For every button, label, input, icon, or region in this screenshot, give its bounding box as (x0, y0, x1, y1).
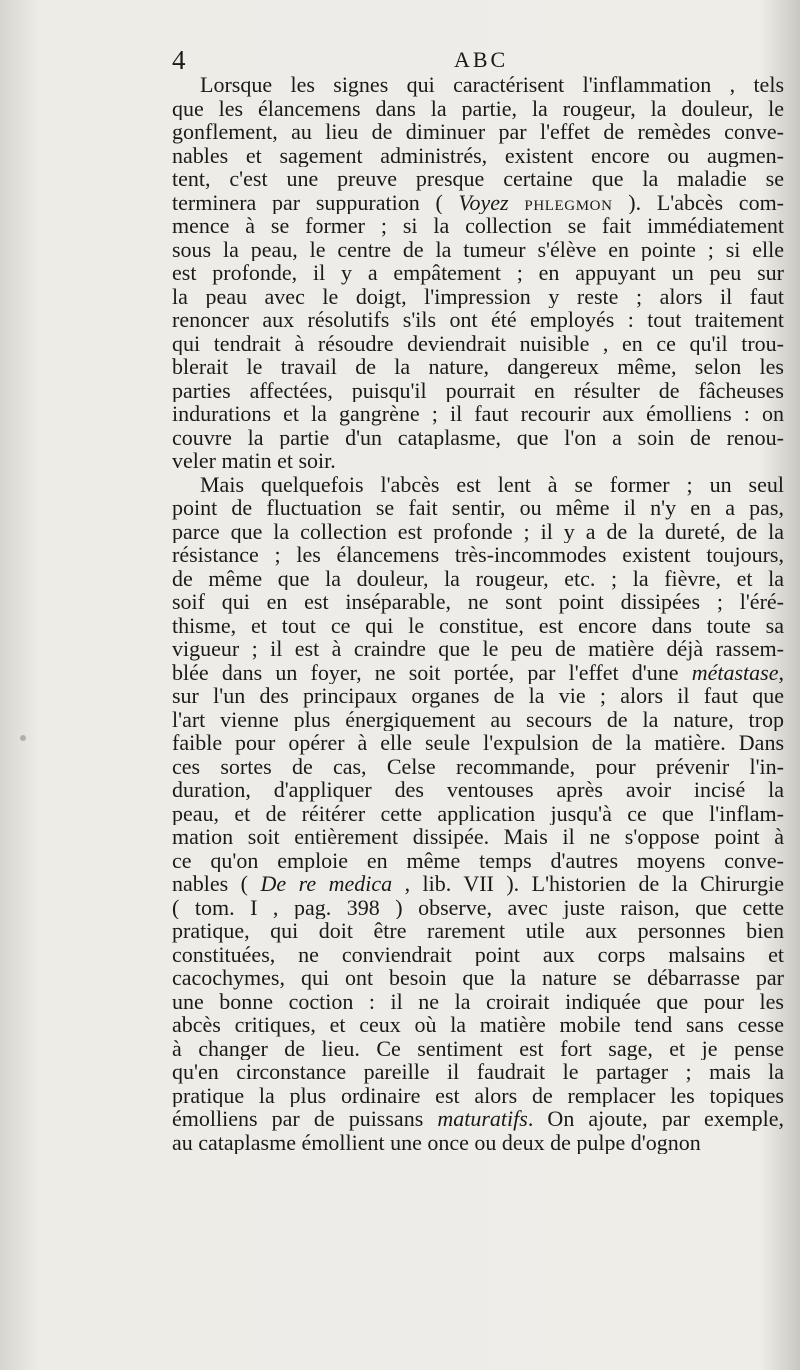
text-line: veler matin et soir. (172, 449, 336, 473)
text-line: tent, c'est une preuve presque certaine que la maladie se (172, 167, 784, 191)
text-line: à changer de lieu. Ce sentiment est fort sage, et je pense (172, 1036, 784, 1060)
text-line: ce qu'on emploie en même temps d'autres moyens conve- (172, 848, 784, 872)
text-line: faible pour opérer à elle seule l'expulsion de la matière. Dans (172, 731, 784, 755)
text-line: ces sortes de cas, Celse recommande, pour prévenir l'in- (172, 754, 784, 778)
text-line: constituées, ne conviendrait point aux corps malsains et (172, 942, 784, 966)
text-line: une bonne coction : il ne la croirait indiquée que pour les (172, 989, 784, 1013)
text-line: que les élancemens dans la partie, la rougeur, la douleur, le (172, 96, 784, 120)
text-line: mence à se former ; si la collection se fait immédiatement (172, 214, 784, 238)
text-line: au cataplasme émollient une once ou deux de pulpe d'ognon (172, 1130, 701, 1154)
text-line: sous la peau, le centre de la tumeur s'élève en pointe ; si elle (172, 237, 784, 261)
text-line: qu'en circonstance pareille il faudrait le partager ; mais la (172, 1060, 784, 1084)
text-line: pratique la plus ordinaire est alors de remplacer les topiques (172, 1083, 784, 1107)
text-line: mation soit entièrement dissipée. Mais il ne s'oppose point à (172, 825, 784, 849)
text-line: peau, et de réitérer cette application jusqu'à ce que l'inflam- (172, 801, 784, 825)
text-line: émolliens par de puissans maturatifs. On ajoute, par exemple, (172, 1107, 784, 1131)
text-line: nables ( De re medica , lib. VII ). L'historien de la Chirurgie (172, 872, 784, 896)
text-line: ( tom. I , pag. 398 ) observe, avec juste raison, que cette (172, 895, 784, 919)
text-line: couvre la partie d'un cataplasme, que l'on a soin de renou- (172, 425, 784, 449)
text-line: Mais quelquefois l'abcès est lent à se former ; un seul (200, 472, 784, 496)
text-line: sur l'un des principaux organes de la vie ; alors il faut que (172, 684, 784, 708)
text-line: vigueur ; il est à craindre que le peu de matière déjà rassem- (172, 637, 784, 661)
text-line: renoncer aux résolutifs s'ils ont été employés : tout traitement (172, 308, 784, 332)
text-line: nables et sagement administrés, existent encore ou augmen- (172, 143, 784, 167)
text-line: Lorsque les signes qui caractérisent l'inflammation , tels (200, 73, 784, 97)
text-line: cacochymes, qui ont besoin que la nature se débarrasse par (172, 966, 784, 990)
paragraph (172, 73, 784, 473)
text-line: l'art vienne plus énergiquement au secours de la nature, trop (172, 707, 784, 731)
text-line: résistance ; les élancemens très-incommodes existent toujours, (172, 543, 784, 567)
text-line: indurations et la gangrène ; il faut recourir aux émolliens : on (172, 402, 784, 426)
text-line: point de fluctuation se fait sentir, ou même il n'y en a pas, (172, 496, 784, 520)
page-header (172, 45, 792, 75)
paragraphs (172, 73, 784, 1154)
text-line: soif qui en est inséparable, ne sont point dissipées ; l'éré- (172, 590, 784, 614)
text-line: blée dans un foyer, ne soit portée, par l'effet d'une métastase, (172, 660, 784, 684)
margin-speck (20, 735, 26, 741)
text-line: pratique, qui doit être rarement utile aux personnes bien (172, 919, 784, 943)
text-line: blerait le travail de la nature, dangereux même, selon les (172, 355, 784, 379)
text-line: qui tendrait à résoudre deviendrait nuisible , en ce qu'il trou- (172, 331, 784, 355)
text-line: duration, d'appliquer des ventouses après avoir incisé la (172, 778, 784, 802)
text-line: est profonde, il y a empâtement ; en appuyant un peu sur (172, 261, 784, 285)
text-line: gonflement, au lieu de diminuer par l'effet de remèdes conve- (172, 120, 784, 144)
text-line: parce que la collection est profonde ; il y a de la dureté, de la (172, 519, 784, 543)
text-line: parties affectées, puisqu'il pourrait en résulter de fâcheuses (172, 378, 784, 402)
text-line: abcès critiques, et ceux où la matière mobile tend sans cesse (172, 1013, 784, 1037)
text-line: thisme, et tout ce qui le constitue, est encore dans toute sa (172, 613, 784, 637)
body-text (172, 73, 784, 1154)
text-line: de même que la douleur, la rougeur, etc. ; la fièvre, et la (172, 566, 784, 590)
text-line: la peau avec le doigt, l'impression y reste ; alors il faut (172, 284, 784, 308)
text-line: terminera par suppuration ( Voyez PHLEGMON ). L'abcès com- (172, 190, 784, 214)
running-head: ABC (454, 47, 509, 72)
page-number: 4 (172, 45, 186, 75)
paragraph (172, 473, 784, 1155)
